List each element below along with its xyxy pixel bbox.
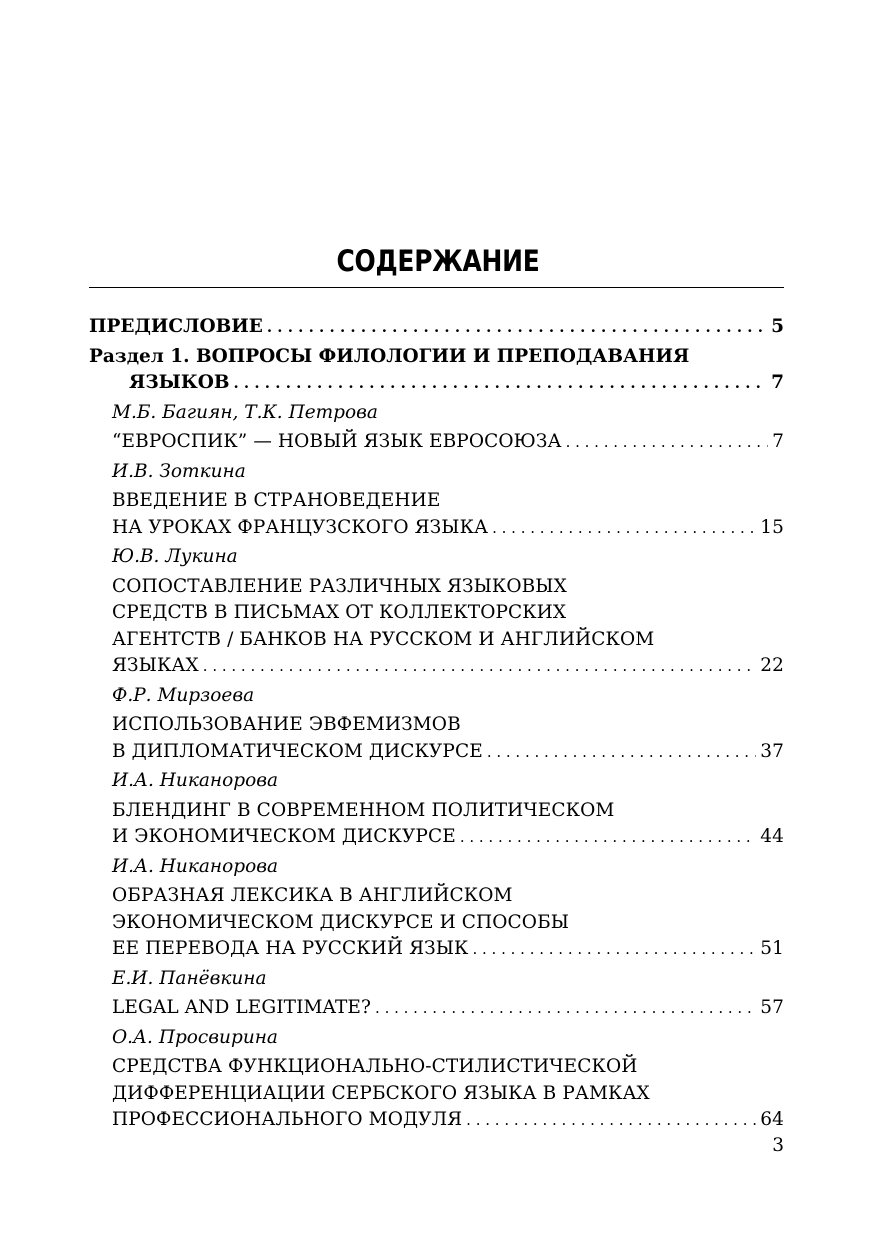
toc-title-line: [89, 1081, 784, 1108]
toc-title-line: [89, 600, 784, 627]
leader-dots: [472, 936, 756, 963]
title-rule: [89, 287, 784, 288]
toc-title-line: [89, 712, 784, 739]
toc-entry-title: ПРЕДИСЛОВИЕ: [89, 316, 263, 337]
leader-dots: [460, 824, 756, 851]
author-name: И.А. Никанорова: [112, 770, 279, 791]
toc-entry-title: В ДИПЛОМАТИЧЕСКОМ ДИСКУРСЕ: [112, 740, 483, 762]
author-name: Е.И. Панёвкина: [112, 967, 267, 989]
toc-title-line: [89, 627, 784, 654]
leader-dots: [203, 653, 756, 680]
page-number: 3: [772, 1135, 784, 1156]
toc-entry-preface[interactable]: [89, 314, 784, 341]
author-name: М.Б. Багиян, Т.К. Петрова: [112, 401, 378, 423]
toc-entry-row[interactable]: [89, 995, 784, 1022]
toc-author: [89, 400, 784, 427]
toc-entry-row[interactable]: [89, 515, 784, 542]
leader-dots: [233, 370, 767, 397]
toc-section-heading: [89, 344, 784, 371]
toc-page-number: 37: [760, 740, 784, 762]
toc-page-number: 5: [771, 316, 784, 337]
toc-entry-title: ВВЕДЕНИЕ В СТРАНОВЕДЕНИЕ: [112, 490, 441, 511]
author-name: Ф.Р. Мирзоева: [112, 684, 255, 706]
toc-title-line: [89, 488, 784, 515]
toc-entry-title: СОПОСТАВЛЕНИЕ РАЗЛИЧНЫХ ЯЗЫКОВЫХ: [112, 575, 567, 597]
toc-entry-row[interactable]: [89, 653, 784, 680]
author-name: Ю.В. Лукина: [112, 546, 238, 567]
toc-author: [89, 768, 784, 795]
author-name: О.А. Просвирина: [112, 1026, 278, 1048]
toc-author: [89, 459, 784, 486]
toc-entry-title: ЯЗЫКАХ: [112, 655, 199, 676]
toc-title-line: [89, 798, 784, 825]
toc-entry-row[interactable]: [89, 1107, 784, 1134]
toc-entry-title: НА УРОКАХ ФРАНЦУЗСКОГО ЯЗЫКА: [112, 516, 489, 538]
table-of-contents: [89, 314, 784, 1134]
toc-entry-title: БЛЕНДИНГ В СОВРЕМЕННОМ ПОЛИТИЧЕСКОМ: [112, 799, 615, 821]
toc-entry-row[interactable]: [89, 936, 784, 963]
toc-entry-title: ЕЕ ПЕРЕВОДА НА РУССКИЙ ЯЗЫК: [112, 938, 469, 959]
author-name: И.В. Зоткина: [112, 460, 246, 482]
section-title-line: ЯЗЫКОВ: [129, 372, 230, 393]
toc-title-line: [89, 574, 784, 601]
toc-entry-title: LEGAL AND LEGITIMATE?: [112, 997, 372, 1018]
toc-author: [89, 966, 784, 993]
toc-entry-section-1[interactable]: [89, 370, 784, 397]
toc-author: [89, 683, 784, 710]
toc-author: [89, 854, 784, 881]
toc-title-line: [89, 1054, 784, 1081]
toc-page-number: 64: [760, 1109, 784, 1130]
toc-page-number: 44: [760, 826, 784, 847]
toc-author: [89, 1025, 784, 1052]
toc-entry-title: И ЭКОНОМИЧЕСКОМ ДИСКУРСЕ: [112, 826, 456, 847]
toc-page-number: 57: [760, 997, 784, 1018]
toc-entry-title: АГЕНТСТВ / БАНКОВ НА РУССКОМ И АНГЛИЙСКОМ: [112, 628, 655, 650]
toc-entry-title: ЭКОНОМИЧЕСКОМ ДИСКУРСЕ И СПОСОБЫ: [112, 911, 570, 933]
toc-entry-title: ПРОФЕССИОНАЛЬНОГО МОДУЛЯ: [112, 1109, 463, 1130]
toc-entry-title: ДИФФЕРЕНЦИАЦИИ СЕРБСКОГО ЯЗЫКА В РАМКАХ: [112, 1082, 650, 1104]
toc-page-number: 51: [760, 938, 784, 959]
toc-entries: [89, 400, 784, 1134]
toc-entry-title: СРЕДСТВ В ПИСЬМАХ ОТ КОЛЛЕКТОРСКИХ: [112, 602, 567, 623]
toc-entry-title: ИСПОЛЬЗОВАНИЕ ЭВФЕМИЗМОВ: [112, 714, 461, 735]
toc-entry-title: СРЕДСТВА ФУНКЦИОНАЛЬНО-СТИЛИСТИЧЕСКОЙ: [112, 1056, 638, 1077]
toc-title-line: [89, 910, 784, 937]
leader-dots: [466, 1107, 756, 1134]
author-name: И.А. Никанорова: [112, 855, 279, 877]
toc-page-number: 7: [771, 372, 784, 393]
toc-entry-title: ОБРАЗНАЯ ЛЕКСИКА В АНГЛИЙСКОМ: [112, 885, 513, 906]
toc-entry-row[interactable]: [89, 824, 784, 851]
leader-dots: [267, 314, 767, 341]
leader-dots: [375, 995, 756, 1022]
toc-author: [89, 544, 784, 571]
toc-page-number: 7: [772, 431, 784, 452]
toc-entry-title: “ЕВРОСПИК” — НОВЫЙ ЯЗЫК ЕВРОСОЮЗА: [112, 431, 562, 452]
page-title: СОДЕРЖАНИЕ: [336, 244, 540, 278]
toc-entry-row[interactable]: [89, 739, 784, 766]
leader-dots: [487, 739, 756, 766]
toc-title-line: [89, 883, 784, 910]
leader-dots: [492, 515, 756, 542]
toc-entry-row[interactable]: [89, 429, 784, 456]
leader-dots: [566, 429, 769, 456]
toc-page-number: 22: [760, 655, 784, 676]
section-title-line: Раздел 1. ВОПРОСЫ ФИЛОЛОГИИ И ПРЕПОДАВАНИЯ: [89, 345, 690, 367]
toc-page-number: 15: [760, 516, 784, 538]
